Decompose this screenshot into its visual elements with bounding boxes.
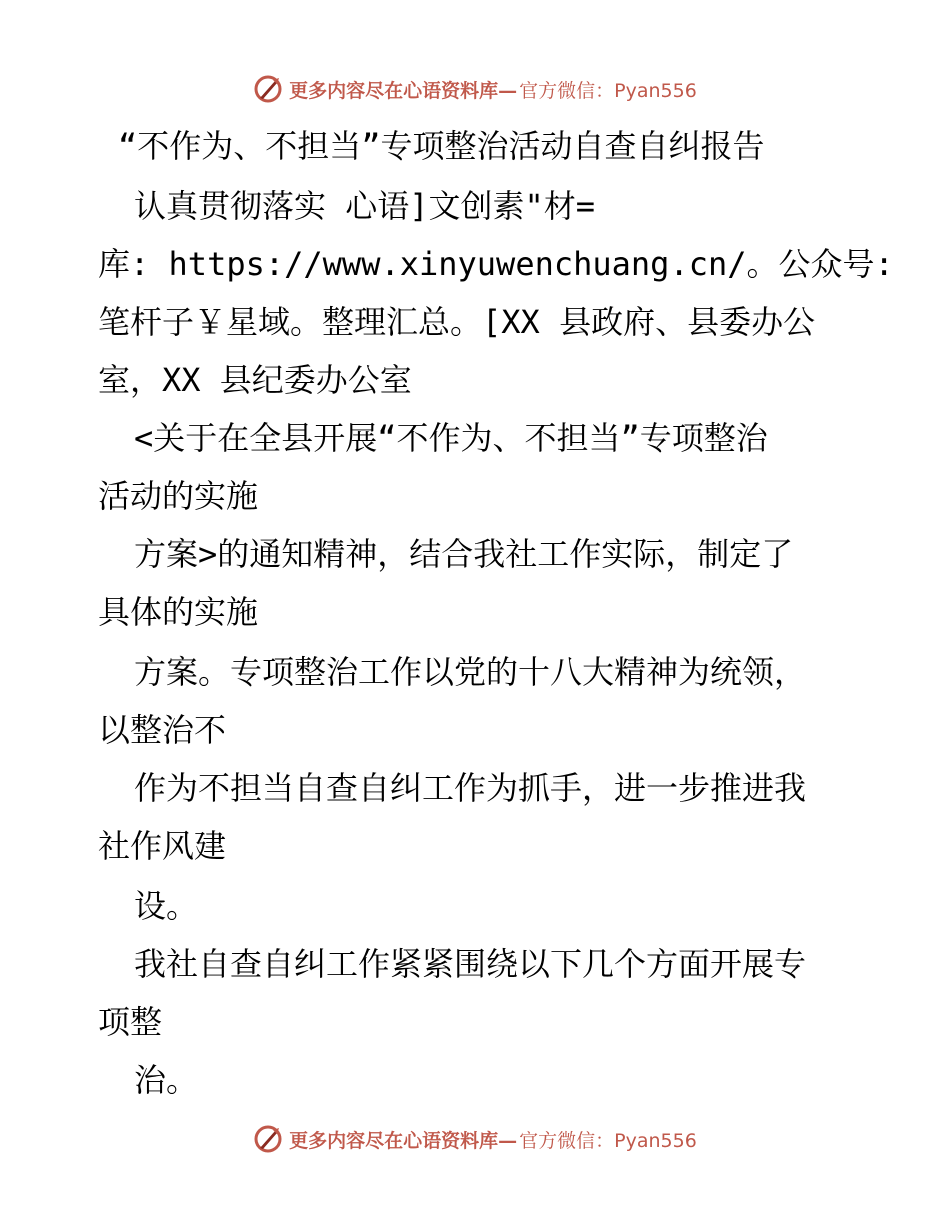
paragraph-line: 认真贯彻落实 心语]文创素"材= [134,187,596,225]
paragraph-line: 治。 [134,1061,199,1099]
document-title: “不作为、不担当”专项整治活动自查自纠报告 [118,127,765,165]
banner-wechat-text: 官方微信：Pyan556 [519,79,697,102]
header-watermark-banner [0,72,950,106]
banner-brand-text: 更多内容尽在心语资料库— [289,1129,518,1152]
paragraph-line: 项整 [98,1003,163,1041]
footer-watermark-banner [0,1122,950,1156]
paragraph-line: 库: https://www.xinyuwenchuang.cn/。公众号: [98,245,894,283]
quill-logo-icon [253,1124,283,1154]
paragraph-line: 设。 [134,887,199,925]
paragraph-line: 社作风建 [98,827,227,865]
quill-logo-icon [253,74,283,104]
banner-brand-text: 更多内容尽在心语资料库— [289,79,518,102]
paragraph-line: <关于在全县开展“不作为、不担当”专项整治 [134,419,768,457]
paragraph-line: 我社自查自纠工作紧紧围绕以下几个方面开展专 [134,945,807,983]
paragraph-line: 以整治不 [98,711,227,749]
paragraph-line: 活动的实施 [98,477,259,515]
paragraph-line: 方案。专项整治工作以党的十八大精神为统领， [134,653,807,691]
paragraph-line: 方案>的通知精神，结合我社工作实际，制定了 [134,535,794,573]
paragraph-line: 笔杆子￥星域。整理汇总。[XX 县政府、县委办公 [98,303,816,341]
paragraph-line: 作为不担当自查自纠工作为抓手，进一步推进我 [134,769,807,807]
paragraph-line: 室，XX 县纪委办公室 [98,361,412,399]
paragraph-line: 具体的实施 [98,593,259,631]
banner-wechat-text: 官方微信：Pyan556 [519,1129,697,1152]
